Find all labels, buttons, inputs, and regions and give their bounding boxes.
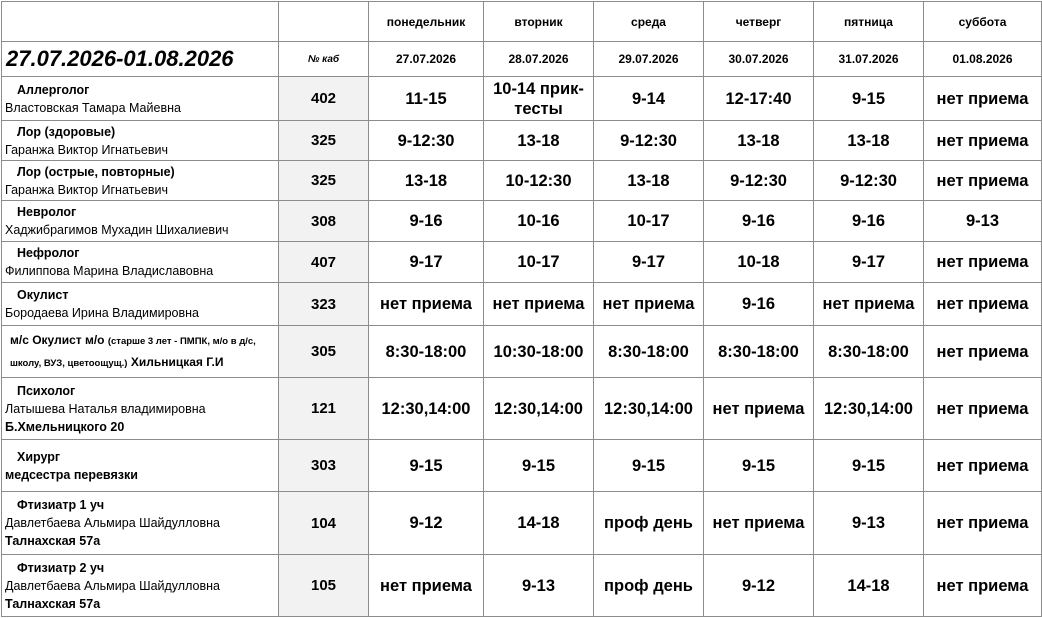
date-header: 30.07.2026 <box>704 42 814 77</box>
hours-cell: нет приема <box>924 242 1042 283</box>
doctor-cell <box>2 492 279 555</box>
doctor-name: Филиппова Марина Владиславовна <box>5 264 214 278</box>
doctor-cell <box>2 283 279 326</box>
table-row <box>2 555 1042 617</box>
doctor-cell <box>2 161 279 201</box>
hours-cell: нет приема <box>369 555 484 617</box>
room-number: 121 <box>279 378 369 440</box>
hours-cell: 10:30-18:00 <box>484 326 594 378</box>
hours-cell: 8:30-18:00 <box>814 326 924 378</box>
hours-cell: 13-18 <box>369 161 484 201</box>
table-row <box>2 326 1042 378</box>
hours-cell: 8:30-18:00 <box>369 326 484 378</box>
hours-cell: 9-16 <box>704 283 814 326</box>
date-header-row <box>2 42 1042 77</box>
hours-cell: 13-18 <box>704 121 814 161</box>
doctor-name: Хаджибрагимов Мухадин Шихалиевич <box>5 223 229 237</box>
hours-cell: нет приема <box>924 283 1042 326</box>
specialty: Лор (острые, повторные) <box>17 164 175 179</box>
hours-cell: нет приема <box>924 121 1042 161</box>
hours-cell: нет приема <box>924 161 1042 201</box>
hours-cell: 9-12:30 <box>594 121 704 161</box>
address: Талнахская 57а <box>5 596 101 611</box>
hours-cell: 10-14 прик-тесты <box>484 77 594 121</box>
hours-cell: 9-12:30 <box>704 161 814 201</box>
hours-cell: 9-15 <box>704 440 814 492</box>
hours-cell: нет приема <box>924 326 1042 378</box>
schedule-table <box>1 1 1042 617</box>
doctor-name: Давлетбаева Альмира Шайдулловна <box>5 516 220 530</box>
doctor-name: Латышева Наталья владимировна <box>5 401 206 416</box>
specialty: Фтизиатр 2 уч <box>17 560 105 575</box>
hours-cell: 9-15 <box>814 440 924 492</box>
room-number: 323 <box>279 283 369 326</box>
day-header: суббота <box>924 2 1042 42</box>
date-header: 29.07.2026 <box>594 42 704 77</box>
specialty: Хирург <box>17 449 61 464</box>
hours-cell: 12:30,14:00 <box>814 378 924 440</box>
hours-cell: 9-15 <box>814 77 924 121</box>
hours-cell: 10-18 <box>704 242 814 283</box>
hours-cell: 9-12 <box>369 492 484 555</box>
hours-cell: 10-12:30 <box>484 161 594 201</box>
doctor-name: медсестра перевязки <box>5 467 138 482</box>
hours-cell: нет приема <box>924 492 1042 555</box>
hours-cell: нет приема <box>924 555 1042 617</box>
doctor-name: Гаранжа Виктор Игнатьевич <box>5 142 168 157</box>
specialty: Психолог <box>17 383 76 398</box>
table-row <box>2 161 1042 201</box>
specialty: Окулист <box>17 288 69 302</box>
hours-cell: 9-14 <box>594 77 704 121</box>
hours-cell: 9-13 <box>924 201 1042 242</box>
day-header: понедельник <box>369 2 484 42</box>
hours-cell: 10-16 <box>484 201 594 242</box>
hours-cell: нет приема <box>704 492 814 555</box>
hours-cell: нет приема <box>594 283 704 326</box>
doctor-cell <box>2 121 279 161</box>
hours-cell: 8:30-18:00 <box>704 326 814 378</box>
doctor-cell <box>2 77 279 121</box>
hours-cell: 11-15 <box>369 77 484 121</box>
day-header: пятница <box>814 2 924 42</box>
room-number: 104 <box>279 492 369 555</box>
table-row <box>2 492 1042 555</box>
specialty: Невролог <box>17 205 77 219</box>
specialty: Лор (здоровые) <box>17 124 116 139</box>
hours-cell: 9-16 <box>704 201 814 242</box>
hours-cell: 9-15 <box>369 440 484 492</box>
room-number: 325 <box>279 161 369 201</box>
hours-cell: 8:30-18:00 <box>594 326 704 378</box>
hours-cell: 9-17 <box>594 242 704 283</box>
doctor-cell <box>2 440 279 492</box>
table-row <box>2 201 1042 242</box>
hours-cell: 9-17 <box>369 242 484 283</box>
room-column-header: № каб <box>279 42 369 77</box>
hours-cell: нет приема <box>369 283 484 326</box>
address: Б.Хмельницкого 20 <box>5 419 125 434</box>
room-number: 305 <box>279 326 369 378</box>
room-number: 325 <box>279 121 369 161</box>
hours-cell: 12:30,14:00 <box>594 378 704 440</box>
hours-cell: 12:30,14:00 <box>369 378 484 440</box>
doctor-cell <box>2 201 279 242</box>
hours-cell: нет приема <box>924 77 1042 121</box>
table-row <box>2 242 1042 283</box>
hours-cell: нет приема <box>704 378 814 440</box>
doctor-name: Бородаева Ирина Владимировна <box>5 306 199 320</box>
blank-cell <box>279 2 369 42</box>
date-header: 31.07.2026 <box>814 42 924 77</box>
hours-cell: 9-12:30 <box>814 161 924 201</box>
hours-cell: 10-17 <box>484 242 594 283</box>
doctor-cell <box>2 555 279 617</box>
doctor-name: Давлетбаева Альмира Шайдулловна <box>5 578 220 593</box>
hours-cell: нет приема <box>814 283 924 326</box>
hours-cell: 9-16 <box>814 201 924 242</box>
specialty: м/с Окулист м/о <box>10 332 105 347</box>
doctor-name: Хильницкая Г.И <box>130 354 224 369</box>
doctor-cell <box>2 242 279 283</box>
date-header: 01.08.2026 <box>924 42 1042 77</box>
room-number: 308 <box>279 201 369 242</box>
hours-cell: 12-17:40 <box>704 77 814 121</box>
specialty: Фтизиатр 1 уч <box>17 498 105 512</box>
table-row <box>2 283 1042 326</box>
room-number: 402 <box>279 77 369 121</box>
doctor-cell <box>2 326 279 378</box>
hours-cell: 9-15 <box>484 440 594 492</box>
hours-cell: нет приема <box>924 378 1042 440</box>
table-row <box>2 121 1042 161</box>
hours-cell: 13-18 <box>484 121 594 161</box>
hours-cell: 9-13 <box>484 555 594 617</box>
doctor-name: Властовская Тамара Майевна <box>5 100 181 115</box>
date-header: 27.07.2026 <box>369 42 484 77</box>
hours-cell: проф день <box>594 492 704 555</box>
address: Талнахская 57а <box>5 534 101 548</box>
hours-cell: 10-17 <box>594 201 704 242</box>
date-header: 28.07.2026 <box>484 42 594 77</box>
day-header: четверг <box>704 2 814 42</box>
day-header: вторник <box>484 2 594 42</box>
specialty: Аллерголог <box>17 82 90 97</box>
hours-cell: 9-12 <box>704 555 814 617</box>
doctor-name: Гаранжа Виктор Игнатьевич <box>5 182 168 197</box>
table-row <box>2 378 1042 440</box>
date-range-title: 27.07.2026-01.08.2026 <box>2 42 279 77</box>
hours-cell: 12:30,14:00 <box>484 378 594 440</box>
hours-cell: 9-17 <box>814 242 924 283</box>
day-header-row <box>2 2 1042 42</box>
hours-cell: 13-18 <box>594 161 704 201</box>
hours-cell: 9-13 <box>814 492 924 555</box>
specialty: Нефролог <box>17 246 80 260</box>
doctor-cell <box>2 378 279 440</box>
hours-cell: 14-18 <box>814 555 924 617</box>
table-row <box>2 440 1042 492</box>
day-header: среда <box>594 2 704 42</box>
hours-cell: 9-16 <box>369 201 484 242</box>
hours-cell: 14-18 <box>484 492 594 555</box>
hours-cell: 9-12:30 <box>369 121 484 161</box>
hours-cell: 9-15 <box>594 440 704 492</box>
hours-cell: проф день <box>594 555 704 617</box>
hours-cell: 13-18 <box>814 121 924 161</box>
room-number: 303 <box>279 440 369 492</box>
specialty-note: (старше 3 лет - ПМПК, м/о в д/с, школу, ВУЗ, цветоощущ.) <box>10 335 256 369</box>
room-number: 407 <box>279 242 369 283</box>
hours-cell: нет приема <box>924 440 1042 492</box>
table-row <box>2 77 1042 121</box>
hours-cell: нет приема <box>484 283 594 326</box>
blank-cell <box>2 2 279 42</box>
room-number: 105 <box>279 555 369 617</box>
